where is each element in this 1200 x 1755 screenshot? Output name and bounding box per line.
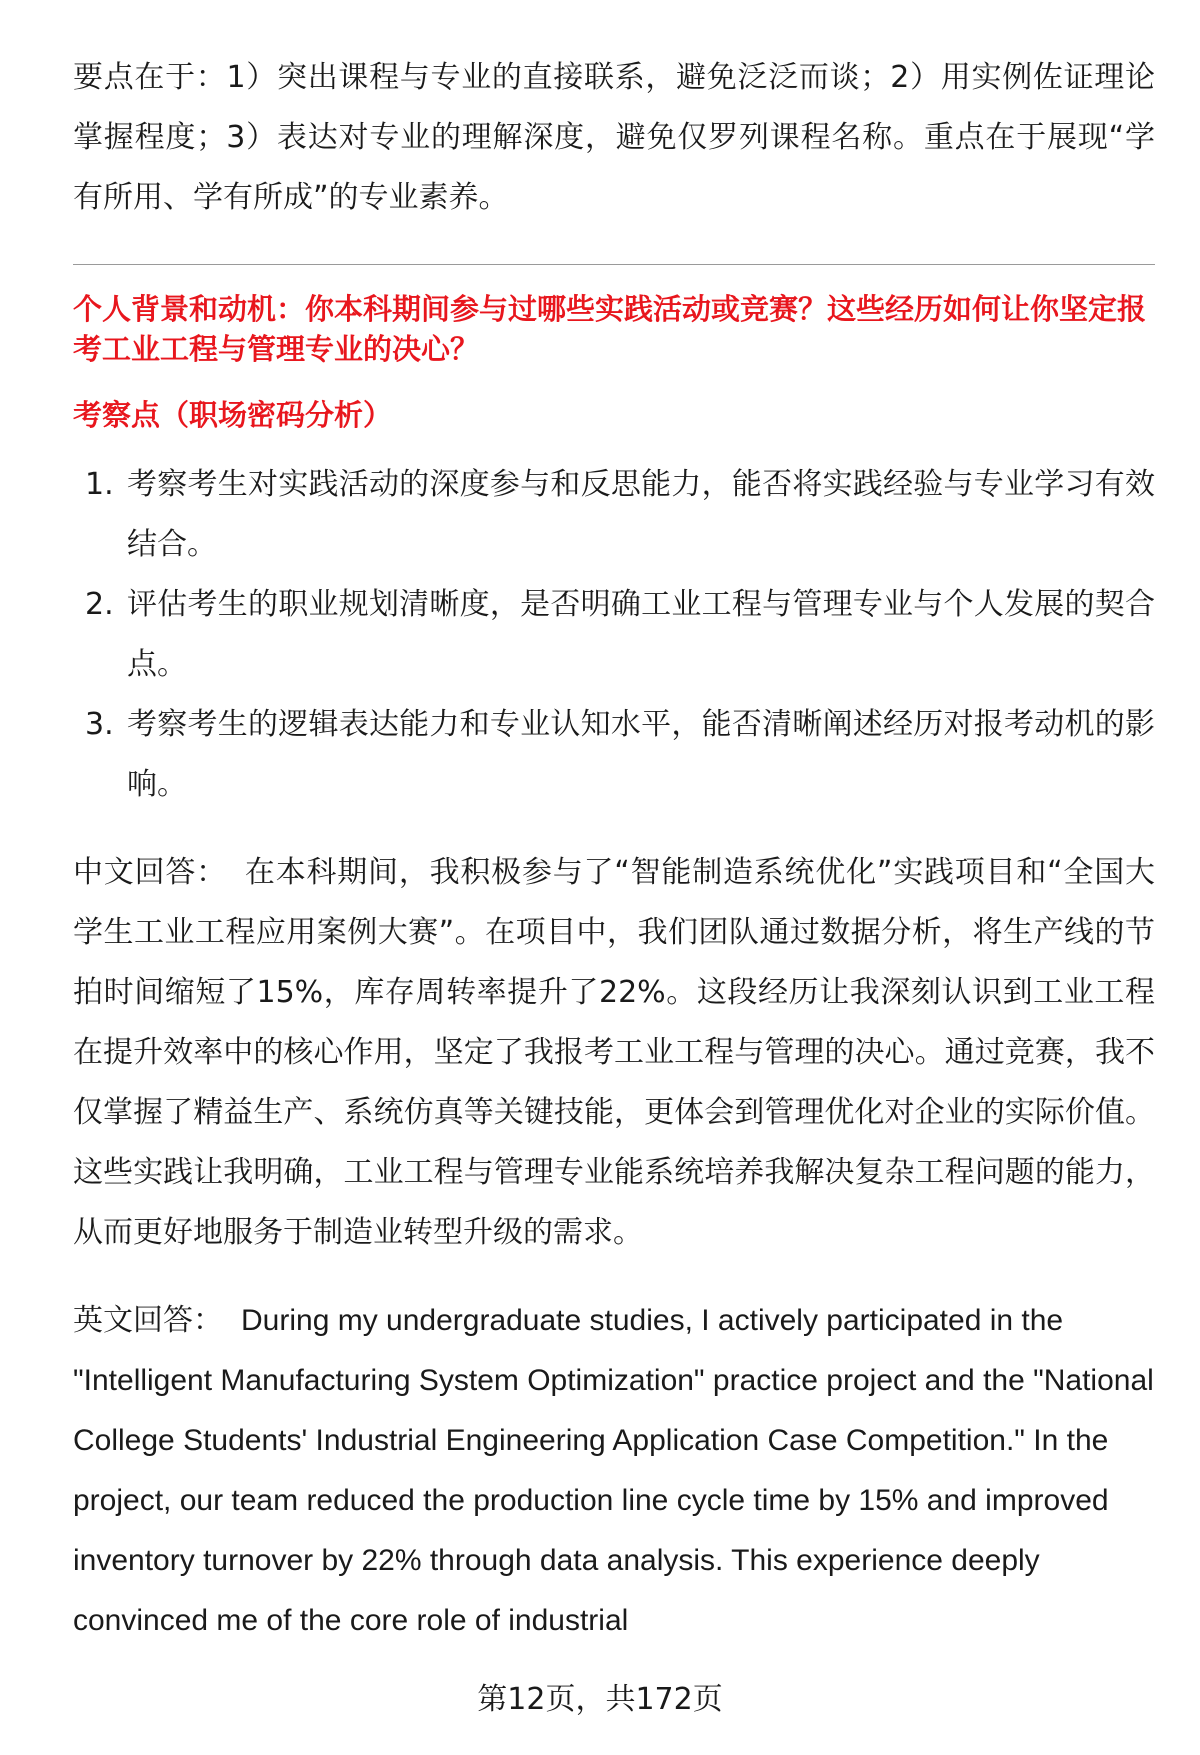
page-footer: 第12页，共172页	[477, 1682, 723, 1717]
english-answer	[73, 1291, 1155, 1651]
question-heading: 个人背景和动机：你本科期间参与过哪些实践活动或竞赛？这些经历如何让你坚定报考工业工程与管理专业的决心？	[73, 292, 1147, 366]
list-item-text: 考察考生的逻辑表达能力和专业认知水平，能否清晰阐述经历对报考动机的影响。	[127, 707, 1155, 802]
list-item-number: 3.	[85, 707, 114, 742]
english-answer-text: During my undergraduate studies, I actively participated in the "Intelligent Manufacturing System Optimization" practice project and the "National College Students' Industrial Engineering Application Case Competition." In the project, our team reduced the production line cycle time by 15% and improved inventory turnover by 22% through data analysis. This experience deeply convinced me of the core role of industrial	[73, 1304, 1154, 1637]
list-item-number: 1.	[85, 467, 114, 502]
list-item	[73, 455, 1155, 575]
section-divider	[73, 264, 1155, 265]
page-content	[73, 48, 1155, 1681]
chinese-answer-label: 中文回答：	[73, 855, 227, 890]
intro-paragraph: 要点在于：1）突出课程与专业的直接联系，避免泛泛而谈；2）用实例佐证理论掌握程度；3）表达对专业的理解深度，避免仅罗列课程名称。重点在于展现“学有所用、学有所成”的专业素养。	[73, 60, 1155, 215]
chinese-answer	[73, 843, 1155, 1263]
chinese-answer-text: 在本科期间，我积极参与了“智能制造系统优化”实践项目和“全国大学生工业工程应用案例大赛”。在项目中，我们团队通过数据分析，将生产线的节拍时间缩短了15%，库存周转率提升了22%。这段经历让我深刻认识到工业工程在提升效率中的核心作用，坚定了我报考工业工程与管理的决心。通过竞赛，我不仅掌握了精益生产、系统仿真等关键技能，更体会到管理优化对企业的实际价值。这些实践让我明确，工业工程与管理专业能系统培养我解决复杂工程问题的能力，从而更好地服务于制造业转型升级的需求。	[73, 855, 1155, 1250]
list-item	[73, 695, 1155, 815]
list-item-number: 2.	[85, 587, 114, 622]
focus-heading: 考察点（职场密码分析）	[73, 398, 393, 432]
list-item-text: 考察考生对实践活动的深度参与和反思能力，能否将实践经验与专业学习有效结合。	[127, 467, 1155, 562]
english-answer-label: 英文回答：	[73, 1304, 223, 1337]
list-item	[73, 575, 1155, 695]
focus-list	[73, 455, 1155, 815]
list-item-text: 评估考生的职业规划清晰度，是否明确工业工程与管理专业与个人发展的契合点。	[127, 587, 1155, 682]
